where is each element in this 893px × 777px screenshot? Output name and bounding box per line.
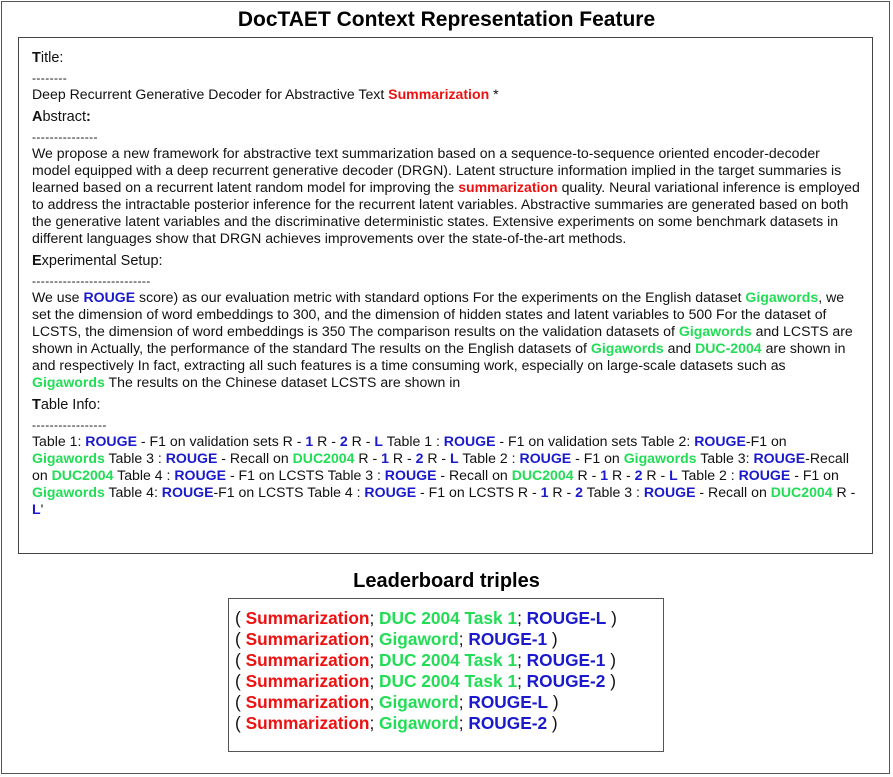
leaderboard-triple [235,713,663,734]
triple-separator: ; [517,650,527,670]
text-segment: Table 3: [696,450,754,466]
section-heading-suffix: : [86,109,91,125]
leaderboard-triples-box [228,598,664,752]
triple-separator: ; [369,671,380,691]
task-mention: summarization [458,179,558,195]
triple-dataset: DUC 2004 Task 1 [379,671,518,691]
triple-metric: ROUGE-1 [526,650,606,670]
section-heading-initial: T [32,50,41,66]
triple-separator: ; [369,608,380,628]
triple-task: Summarization [245,713,370,733]
triple-close-paren: ) [548,692,559,712]
text-segment: We propose a new framework for abstractive text summarization based on a sequence-to-sequence oriented encoder-decoder model equipped with a deep recurrent generative decoder (DRGN). Latent structure information implied in the target summaries is learned based on a recurrent latent random model for improving the [32,145,842,195]
text-segment: Table 4 : [113,467,175,483]
triple-task: Summarization [245,608,370,628]
text-segment: - Recall on [436,467,512,483]
triple-task: Summarization [245,671,370,691]
triple-close-paren: ) [605,671,616,691]
text-segment: R - [573,467,601,483]
section-divider: ----------------- [32,418,107,432]
text-segment: R - [642,467,670,483]
section-heading-text: bstract [42,109,86,125]
section-body-title [32,86,860,103]
text-segment: ' [40,501,44,517]
triple-metric: ROUGE-2 [468,713,548,733]
triple-separator: ; [517,608,527,628]
leaderboard-triple [235,671,663,692]
text-segment: score) as our evaluation metric with standard options For the experiments on the English dataset [135,289,746,305]
metric-mention: ROUGE [165,450,218,466]
text-segment: R - [832,484,856,500]
text-segment: - F1 on LCSTS Table 3 : [226,467,385,483]
text-segment: Table 2 : [458,450,520,466]
context-representation-box [18,37,873,554]
text-segment: Table 1: [32,433,86,449]
leaderboard-triple [235,692,663,713]
metric-mention: L [32,501,41,517]
text-segment: Table 2 : [677,467,739,483]
text-segment: - F1 on [571,450,624,466]
section-heading-initial: T [32,397,41,413]
text-segment: Table 1 : [382,433,444,449]
triple-task: Summarization [245,629,370,649]
metric-mention: 1 [381,450,389,466]
triple-dataset: Gigaword [379,692,459,712]
section-divider: -------- [32,71,68,85]
dataset-mention: Gigawords [32,374,105,390]
text-segment: R - [354,450,382,466]
triple-dataset: Gigaword [379,713,459,733]
text-segment: Table 3 : [582,484,644,500]
metric-mention: 2 [339,433,348,449]
page-title: DocTAET Context Representation Feature [237,8,656,31]
section-heading-table-info [32,397,860,414]
text-segment: - F1 on validation sets Table 2: [495,433,695,449]
triple-metric: ROUGE-L [526,608,607,628]
triple-separator: ; [458,629,469,649]
section-heading-text: xperimental Setup: [41,253,163,269]
text-segment: - Recall on [695,484,771,500]
text-segment: are shown in and respectively In fact, extracting all such features is a time consuming work, especially on large-scale datasets such as [32,340,846,373]
text-segment: quality. Neural variational inference is employed to address the intractable posterior inference for the recurrent latent variables. Abstractive summaries are generated based on both the generative latent variables and the discriminative deterministic states. Extensive experiments on some benchmark datasets in different languages show that DRGN achieves improvements over the state-of-the-art methods. [32,179,860,246]
text-segment: -F1 on [745,433,787,449]
dataset-mention: DUC-2004 [695,340,762,356]
section-body-abstract [32,145,860,247]
metric-mention: ROUGE [738,467,791,483]
metric-mention: L [669,467,678,483]
text-segment: Table 3 : [104,450,166,466]
section-heading-initial: A [32,109,43,125]
triple-open-paren: ( [235,608,246,628]
text-segment: R - [423,450,451,466]
dataset-mention: Gigawords [678,323,752,339]
section-heading-abstract [32,109,860,126]
metric-mention: ROUGE [384,467,437,483]
metric-mention: ROUGE [174,467,227,483]
section-divider: --------------- [32,130,98,144]
triple-close-paren: ) [606,608,617,628]
section-heading-experimental-setup [32,253,860,270]
metric-mention: 2 [415,450,424,466]
triple-task: Summarization [245,650,370,670]
metric-mention: ROUGE [694,433,746,449]
metric-mention: ROUGE [85,433,137,449]
text-segment: and [663,340,696,356]
triple-dataset: Gigaword [379,629,459,649]
metric-mention: 2 [575,484,583,500]
triple-open-paren: ( [235,692,246,712]
triple-task: Summarization [245,692,370,712]
triple-metric: ROUGE-1 [468,629,548,649]
triple-separator: ; [458,713,469,733]
triple-close-paren: ) [547,713,558,733]
triple-separator: ; [458,692,469,712]
text-segment: Deep Recurrent Generative Decoder for Abstractive Text [32,86,389,102]
metric-mention: 1 [305,433,314,449]
metric-mention: ROUGE [643,484,696,500]
text-segment: - F1 on [790,467,839,483]
triple-metric: ROUGE-L [468,692,549,712]
text-segment: and LCSTS are shown in Actually, the performance of the standard The results on the English datasets of [32,323,853,356]
task-mention: Summarization [388,86,490,102]
section-heading-text: able Info: [40,397,101,413]
dataset-mention: DUC2004 [51,467,114,483]
metric-mention: 1 [600,467,609,483]
metric-mention: 2 [634,467,643,483]
metric-mention: ROUGE [519,450,572,466]
dataset-mention: Gigawords [32,484,105,500]
text-segment: R - [608,467,635,483]
metric-mention: L [450,450,459,466]
metric-mention: ROUGE [161,484,214,500]
text-segment: The results on the Chinese dataset LCSTS are shown in [104,374,461,390]
text-segment: R - [548,484,576,500]
triple-dataset: DUC 2004 Task 1 [379,650,518,670]
section-body-experimental-setup [32,289,860,391]
metric-mention: ROUGE [364,484,417,500]
triple-separator: ; [369,713,380,733]
text-segment: R - [388,450,416,466]
text-segment: - Recall on [217,450,293,466]
text-segment: -F1 on LCSTS Table 4 : [213,484,365,500]
text-segment: Table 4: [104,484,162,500]
triple-dataset: DUC 2004 Task 1 [379,608,518,628]
triple-separator: ; [369,629,380,649]
section-body-table-info [32,433,860,518]
dataset-mention: Gigawords [590,340,664,356]
text-segment: - F1 on validation sets R - [136,433,306,449]
text-segment: -Recall on [32,450,850,483]
triple-separator: ; [369,650,380,670]
metric-mention: ROUGE [443,433,496,449]
text-segment: * [489,86,499,102]
triple-open-paren: ( [235,713,246,733]
metric-mention: 1 [540,484,549,500]
triple-close-paren: ) [547,629,558,649]
leaderboard-triple [235,650,663,671]
metric-mention: ROUGE [753,450,806,466]
triple-separator: ; [517,671,527,691]
metric-mention: ROUGE [83,289,136,305]
section-heading-title [32,50,860,67]
text-segment: , we set the dimension of word embeddings to 300, and the dimension of hidden states and latent variables to 500 For the dataset of LCSTS, the dimension of word embeddings is 350 The comparison results on the validation datasets of [32,289,845,339]
text-segment: R - [347,433,375,449]
dataset-mention: DUC2004 [770,484,833,500]
triple-separator: ; [369,692,380,712]
section-heading-initial: E [32,253,42,269]
leaderboard-title: Leaderboard triples [353,570,540,592]
text-segment: We use [32,289,84,305]
section-divider: --------------------------- [32,274,151,288]
triple-open-paren: ( [235,629,246,649]
dataset-mention: Gigawords [623,450,697,466]
section-heading-text: itle: [40,50,64,66]
text-segment: - F1 on LCSTS R - [416,484,541,500]
dataset-mention: DUC2004 [292,450,355,466]
leaderboard-triple [235,608,663,629]
dataset-mention: Gigawords [745,289,819,305]
leaderboard-triple [235,629,663,650]
triple-open-paren: ( [235,650,246,670]
triple-close-paren: ) [605,650,616,670]
triple-metric: ROUGE-2 [526,671,606,691]
text-segment: R - [313,433,340,449]
triple-open-paren: ( [235,671,246,691]
dataset-mention: Gigawords [32,450,105,466]
dataset-mention: DUC2004 [511,467,574,483]
metric-mention: L [374,433,383,449]
